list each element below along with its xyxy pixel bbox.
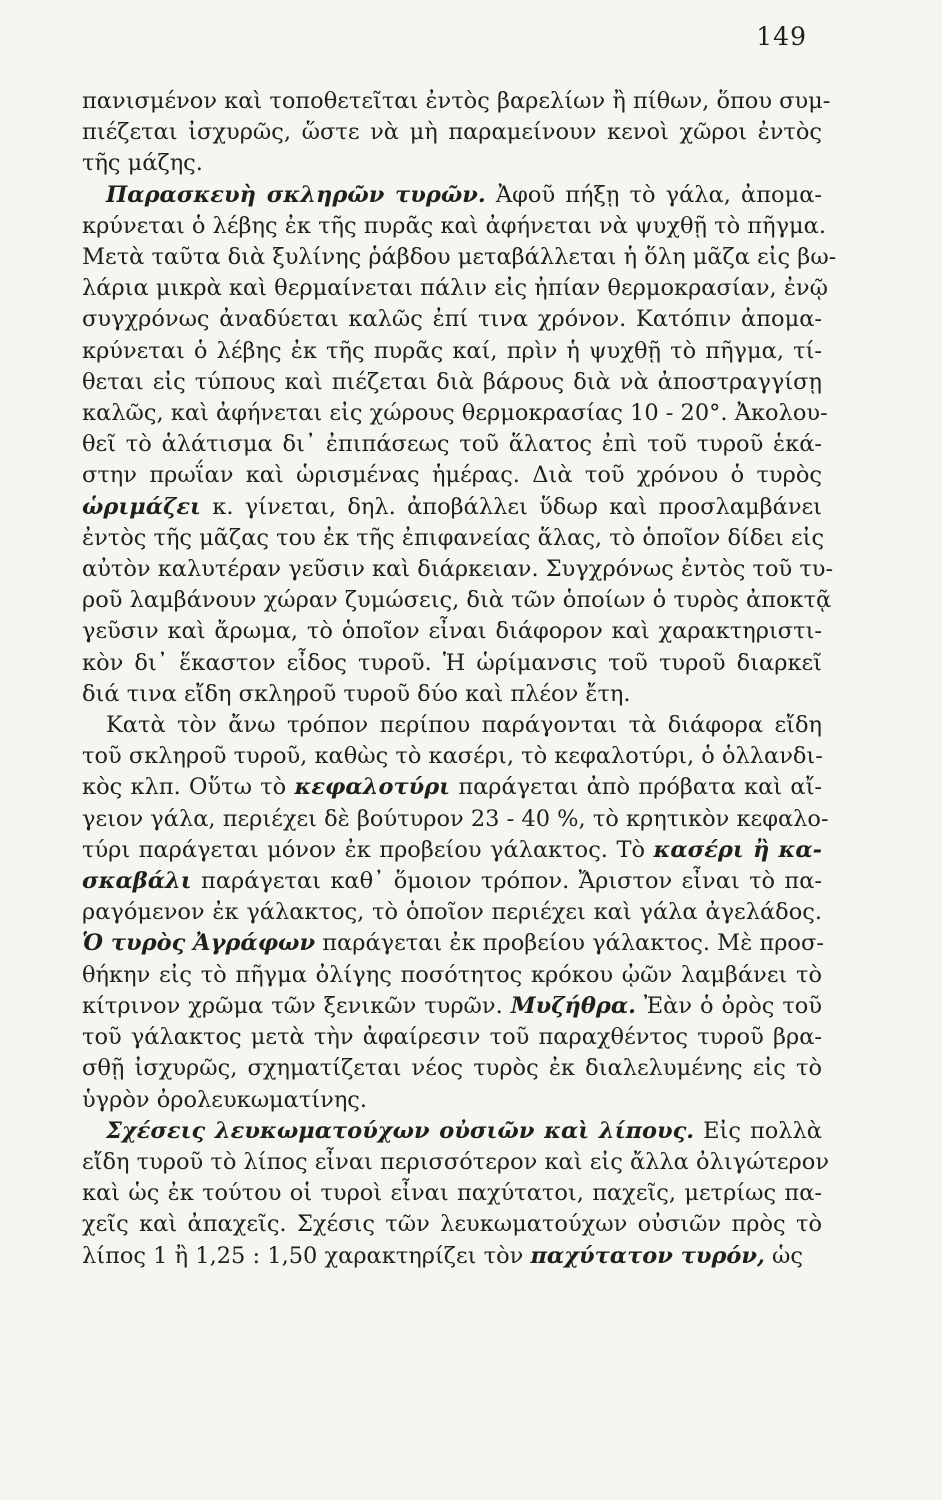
text-run: κὸν δι᾽ ἕκαστον εἶδος τυροῦ. Ἡ ὡρίμανσις τοῦ τυροῦ διαρκεῖ bbox=[82, 649, 822, 676]
paragraph bbox=[82, 710, 829, 1116]
paragraph bbox=[82, 180, 837, 710]
text-run: τῆς μάζης. bbox=[82, 150, 203, 177]
text-line bbox=[82, 835, 822, 866]
text-line bbox=[82, 1022, 822, 1053]
text-line bbox=[82, 960, 822, 991]
text-line bbox=[82, 991, 822, 1022]
text-run: γειον γάλα, περιέχει δὲ βούτυρον 23 - 40 %, τὸ κρητικὸν κεφαλο- bbox=[82, 805, 829, 832]
text-line bbox=[82, 897, 822, 928]
emphasis-term: κασέρι ἢ κα- bbox=[653, 836, 822, 863]
text-line bbox=[82, 1178, 822, 1209]
text-line bbox=[82, 616, 822, 647]
text-line bbox=[82, 492, 822, 523]
text-run: Κατὰ τὸν ἄνω τρόπον περίπου παράγονται τὰ διάφορα εἴδη bbox=[106, 712, 822, 739]
text-run: κρύνεται ὁ λέβης ἐκ τῆς πυρᾶς καί, πρὶν ἡ ψυχθῇ τὸ πῆγμα, τί- bbox=[82, 337, 822, 364]
text-line bbox=[82, 148, 822, 179]
text-line bbox=[82, 180, 822, 211]
text-line bbox=[82, 273, 828, 304]
text-run: κὸς κλπ. Οὕτω τὸ bbox=[82, 774, 295, 801]
text-run: γεῦσιν καὶ ἄρωμα, τὸ ὁποῖον εἶναι διάφορον καὶ χαρακτηριστι- bbox=[82, 618, 822, 645]
emphasis-term: κεφαλοτύρι bbox=[294, 774, 451, 801]
text-run: ροῦ λαμβάνουν χώραν ζυμώσεις, διὰ τῶν ὁποίων ὁ τυρὸς ἀποκτᾷ bbox=[82, 587, 832, 614]
text-run: αὐτὸν καλυτέραν γεῦσιν καὶ διάρκειαν. Συγχρόνως ἐντὸς τοῦ τυ- bbox=[82, 556, 834, 583]
text-run: τοῦ σκληροῦ τυροῦ, καθὼς τὸ κασέρι, τὸ κεφαλοτύρι, ὁ ὁλλανδι- bbox=[82, 743, 823, 770]
text-line bbox=[82, 86, 831, 117]
text-run: τοῦ γάλακτος μετὰ τὴν ἀφαίρεσιν τοῦ παραχθέντος τυροῦ βρα- bbox=[82, 1024, 822, 1051]
body-text bbox=[82, 86, 837, 1272]
text-line bbox=[82, 585, 832, 616]
emphasis-term: Μυζήθρα. bbox=[510, 992, 637, 1019]
text-line bbox=[82, 117, 822, 148]
text-line bbox=[82, 648, 822, 679]
text-line bbox=[82, 460, 822, 491]
text-run: ἐντὸς τῆς μᾶζας του ἐκ τῆς ἐπιφανείας ἅλας, τὸ ὁποῖον δίδει εἰς bbox=[82, 524, 825, 551]
text-run: ὑγρὸν ὀρολευκωματίνης. bbox=[82, 1086, 368, 1113]
text-line bbox=[82, 1147, 829, 1178]
text-run: στην πρωΐαν καὶ ὡρισμένας ἡμέρας. Διὰ τοῦ χρόνου ὁ τυρὸς bbox=[82, 462, 822, 489]
text-run: συγχρόνως ἀναδύεται καλῶς ἐπί τινα χρόνον. Κατόπιν ἀπομα- bbox=[82, 306, 822, 333]
text-run: σθῇ ἰσχυρῶς, σχηματίζεται νέος τυρὸς ἐκ διαλελυμένης εἰς τὸ bbox=[82, 1055, 822, 1082]
text-run: καὶ ὡς ἐκ τούτου οἱ τυροὶ εἶναι παχύτατοι, παχεῖς, μετρίως πα- bbox=[82, 1180, 822, 1207]
text-line bbox=[82, 679, 822, 710]
text-run: Ἀφοῦ πήξῃ τὸ γάλα, ἀπομα- bbox=[485, 181, 822, 208]
text-run: λίπος 1 ἢ 1,25 : 1,50 χαρακτηρίζει τὸν bbox=[82, 1242, 531, 1269]
text-line bbox=[82, 804, 829, 835]
text-line bbox=[82, 304, 822, 335]
text-line bbox=[82, 523, 825, 554]
text-line bbox=[82, 928, 822, 959]
emphasis-term: Σχέσεις λευκωματούχων οὐσιῶν καὶ λίπους. bbox=[106, 1117, 695, 1144]
text-run: παράγεται ἀπὸ πρόβατα καὶ αἴ- bbox=[450, 774, 822, 801]
text-line bbox=[82, 710, 822, 741]
text-line bbox=[82, 398, 828, 429]
text-line bbox=[82, 1209, 822, 1240]
text-run: Ἐὰν ὁ ὀρὸς τοῦ bbox=[636, 992, 823, 1019]
text-line bbox=[82, 1085, 822, 1116]
emphasis-term: Παρασκευὴ σκληρῶν τυρῶν. bbox=[106, 181, 486, 208]
text-run: πανισμένον καὶ τοποθετεῖται ἐντὸς βαρελίων ἢ πίθων, ὅπου συμ- bbox=[82, 88, 831, 114]
text-line bbox=[82, 336, 822, 367]
text-line bbox=[82, 554, 834, 585]
text-line bbox=[82, 242, 837, 273]
text-run: Μετὰ ταῦτα διὰ ξυλίνης ῥάβδου μεταβάλλεται ἡ ὅλη μᾶζα εἰς βω- bbox=[82, 244, 837, 271]
text-run: χεῖς καὶ ἀπαχεῖς. Σχέσις τῶν λευκωματούχων οὐσιῶν πρὸς τὸ bbox=[82, 1211, 822, 1238]
text-run: τύρι παράγεται μόνον ἐκ προβείου γάλακτος. Τὸ bbox=[82, 836, 654, 863]
emphasis-term: ὡριμάζει bbox=[82, 493, 201, 520]
emphasis-term: Ὁ τυρὸς Ἀγράφων bbox=[82, 930, 316, 957]
text-run: παράγεται ἐκ προβείου γάλακτος. Μὲ προσ- bbox=[315, 930, 824, 957]
text-line bbox=[82, 1116, 822, 1147]
page-number: 149 bbox=[756, 22, 807, 51]
text-run: εἴδη τυροῦ τὸ λίπος εἶναι περισσότερον καὶ εἰς ἄλλα ὀλιγώτερον bbox=[82, 1148, 829, 1175]
text-run: ραγόμενον ἐκ γάλακτος, τὸ ὁποῖον περιέχει καὶ γάλα ἀγελάδος. bbox=[82, 899, 822, 926]
text-run: κίτρινον χρῶμα τῶν ξενικῶν τυρῶν. bbox=[82, 992, 511, 1019]
text-run: παράγεται καθ᾽ ὅμοιον τρόπον. Ἄριστον εἶναι τὸ πα- bbox=[191, 868, 822, 895]
paragraph bbox=[82, 1116, 829, 1272]
emphasis-term: σκαβάλι bbox=[82, 868, 192, 895]
text-run: λάρια μικρὰ καὶ θερμαίνεται πάλιν εἰς ἠπίαν θερμοκρασίαν, ἐνῷ bbox=[82, 275, 828, 302]
text-line bbox=[82, 1241, 822, 1272]
text-line bbox=[82, 1053, 822, 1084]
text-run: καλῶς, καὶ ἀφήνεται εἰς χώρους θερμοκρασίας 10 - 20°. Ἀκολου- bbox=[82, 400, 828, 427]
text-line bbox=[82, 772, 822, 803]
text-run: ὡς bbox=[764, 1242, 803, 1269]
text-run: θήκην εἰς τὸ πῆγμα ὀλίγης ποσότητος κρόκου ᾠῶν λαμβάνει τὸ bbox=[82, 961, 822, 988]
text-run: διά τινα εἴδη σκληροῦ τυροῦ δύο καὶ πλέον ἔτη. bbox=[82, 680, 631, 707]
paragraph bbox=[82, 86, 831, 180]
text-run: θεῖ τὸ ἁλάτισμα δι᾽ ἐπιπάσεως τοῦ ἅλατος ἐπὶ τοῦ τυροῦ ἑκά- bbox=[82, 431, 822, 458]
text-run: πιέζεται ἰσχυρῶς, ὥστε νὰ μὴ παραμείνουν κενοὶ χῶροι ἐντὸς bbox=[82, 119, 822, 146]
text-line bbox=[82, 367, 822, 398]
text-run: Εἰς πολλὰ bbox=[694, 1117, 822, 1144]
text-line bbox=[82, 429, 822, 460]
text-run: κρύνεται ὁ λέβης ἐκ τῆς πυρᾶς καὶ ἀφήνεται νὰ ψυχθῇ τὸ πῆγμα. bbox=[82, 212, 826, 239]
emphasis-term: παχύτατον τυρόν, bbox=[530, 1242, 765, 1269]
text-run: κ. γίνεται, δηλ. ἀποβάλλει ὕδωρ καὶ προσλαμβάνει bbox=[200, 493, 822, 520]
text-run: θεται εἰς τύπους καὶ πιέζεται διὰ βάρους διὰ νὰ ἀποστραγγίσῃ bbox=[82, 368, 822, 395]
text-line bbox=[82, 741, 822, 772]
text-line bbox=[82, 866, 822, 897]
text-line bbox=[82, 211, 826, 242]
